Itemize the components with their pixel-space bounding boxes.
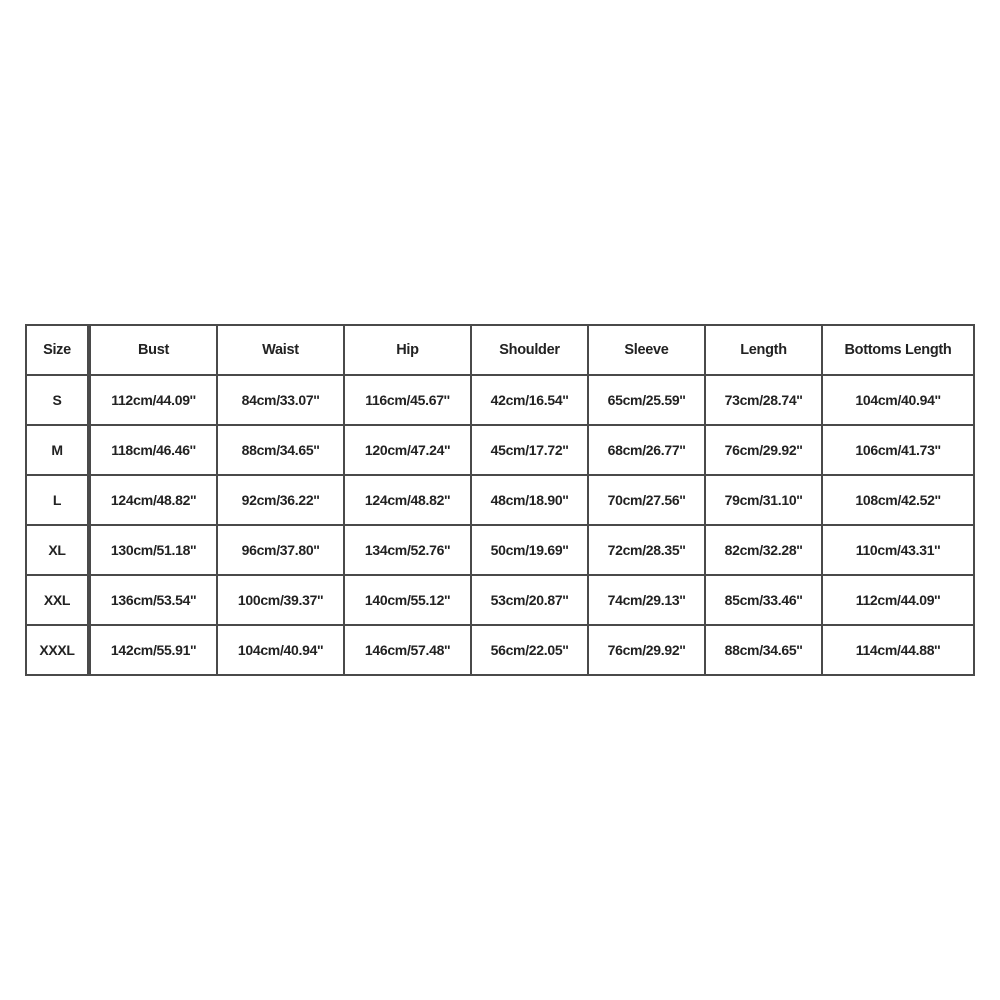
- header-sleeve: Sleeve: [589, 326, 706, 376]
- cell-bottoms-length: 104cm/40.94'': [823, 376, 975, 426]
- table-row: [27, 476, 975, 526]
- header-hip: Hip: [345, 326, 472, 376]
- cell-size: XL: [27, 526, 89, 576]
- size-chart-table: [25, 324, 975, 676]
- table-row: [27, 526, 975, 576]
- cell-sleeve: 68cm/26.77'': [589, 426, 706, 476]
- cell-size: M: [27, 426, 89, 476]
- cell-hip: 116cm/45.67'': [345, 376, 472, 426]
- cell-bust: 136cm/53.54'': [89, 576, 218, 626]
- cell-waist: 100cm/39.37'': [218, 576, 345, 626]
- cell-bottoms-length: 106cm/41.73'': [823, 426, 975, 476]
- cell-bottoms-length: 114cm/44.88'': [823, 626, 975, 676]
- table-header: [27, 326, 975, 376]
- cell-waist: 88cm/34.65'': [218, 426, 345, 476]
- cell-length: 79cm/31.10'': [706, 476, 823, 526]
- table-row: [27, 426, 975, 476]
- cell-bust: 130cm/51.18'': [89, 526, 218, 576]
- cell-hip: 124cm/48.82'': [345, 476, 472, 526]
- cell-hip: 140cm/55.12'': [345, 576, 472, 626]
- cell-bust: 112cm/44.09'': [89, 376, 218, 426]
- cell-length: 73cm/28.74'': [706, 376, 823, 426]
- header-bust: Bust: [89, 326, 218, 376]
- cell-length: 82cm/32.28'': [706, 526, 823, 576]
- cell-bottoms-length: 112cm/44.09'': [823, 576, 975, 626]
- cell-length: 88cm/34.65'': [706, 626, 823, 676]
- table-row: [27, 376, 975, 426]
- cell-shoulder: 53cm/20.87'': [472, 576, 589, 626]
- cell-hip: 146cm/57.48'': [345, 626, 472, 676]
- cell-bottoms-length: 110cm/43.31'': [823, 526, 975, 576]
- cell-waist: 92cm/36.22'': [218, 476, 345, 526]
- header-waist: Waist: [218, 326, 345, 376]
- cell-sleeve: 76cm/29.92'': [589, 626, 706, 676]
- cell-shoulder: 48cm/18.90'': [472, 476, 589, 526]
- header-row: [27, 326, 975, 376]
- cell-bust: 118cm/46.46'': [89, 426, 218, 476]
- cell-hip: 120cm/47.24'': [345, 426, 472, 476]
- cell-size: XXXL: [27, 626, 89, 676]
- cell-length: 85cm/33.46'': [706, 576, 823, 626]
- table-row: [27, 576, 975, 626]
- header-bottoms-length: Bottoms Length: [823, 326, 975, 376]
- cell-shoulder: 45cm/17.72'': [472, 426, 589, 476]
- cell-shoulder: 42cm/16.54'': [472, 376, 589, 426]
- cell-size: S: [27, 376, 89, 426]
- cell-size: XXL: [27, 576, 89, 626]
- cell-sleeve: 65cm/25.59'': [589, 376, 706, 426]
- header-length: Length: [706, 326, 823, 376]
- cell-shoulder: 50cm/19.69'': [472, 526, 589, 576]
- cell-sleeve: 74cm/29.13'': [589, 576, 706, 626]
- cell-sleeve: 72cm/28.35'': [589, 526, 706, 576]
- header-size: Size: [27, 326, 89, 376]
- cell-size: L: [27, 476, 89, 526]
- cell-shoulder: 56cm/22.05'': [472, 626, 589, 676]
- cell-waist: 96cm/37.80'': [218, 526, 345, 576]
- header-shoulder: Shoulder: [472, 326, 589, 376]
- table-body: [27, 376, 975, 676]
- table-row: [27, 626, 975, 676]
- cell-bust: 142cm/55.91'': [89, 626, 218, 676]
- cell-waist: 84cm/33.07'': [218, 376, 345, 426]
- cell-waist: 104cm/40.94'': [218, 626, 345, 676]
- cell-bust: 124cm/48.82'': [89, 476, 218, 526]
- cell-hip: 134cm/52.76'': [345, 526, 472, 576]
- cell-length: 76cm/29.92'': [706, 426, 823, 476]
- cell-bottoms-length: 108cm/42.52'': [823, 476, 975, 526]
- cell-sleeve: 70cm/27.56'': [589, 476, 706, 526]
